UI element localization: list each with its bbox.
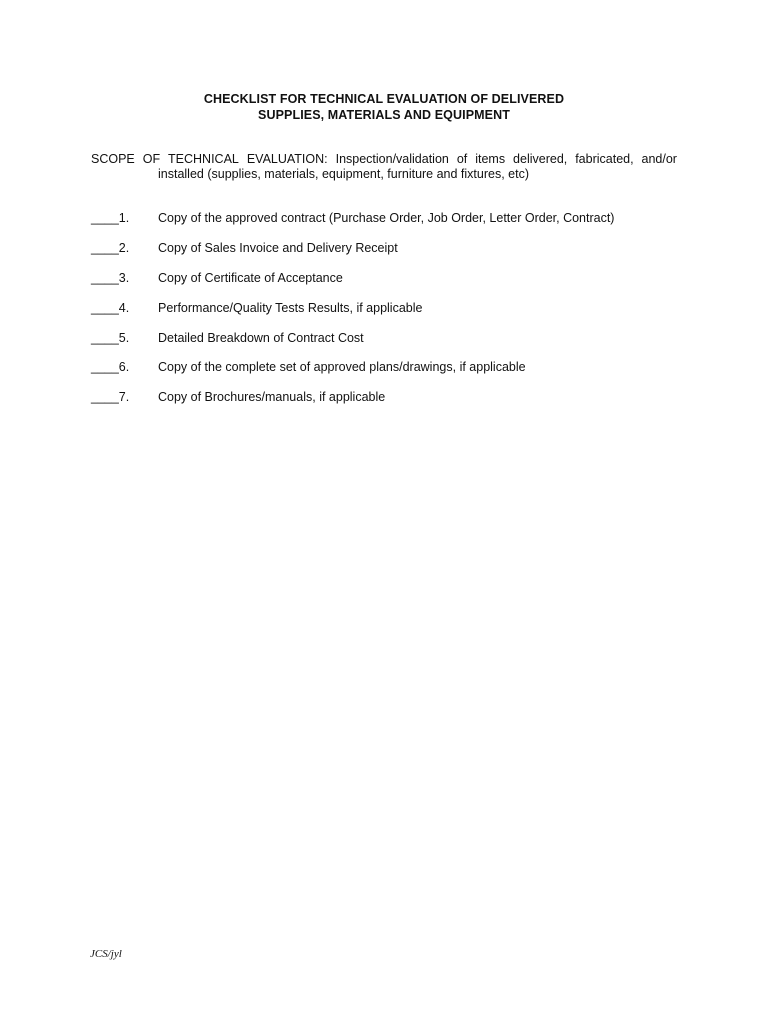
scope-word: items — [475, 152, 506, 166]
scope-word: SCOPE — [91, 152, 135, 166]
scope-line-2: installed (supplies, materials, equipment, furniture and fixtures, etc) — [158, 167, 530, 181]
checklist-text: Copy of Brochures/manuals, if applicable — [158, 390, 386, 405]
scope-word: fabricated, — [575, 152, 634, 166]
checklist-blank: ____7. — [91, 390, 130, 405]
scope-line-1 — [91, 152, 677, 167]
checklist-item — [91, 331, 691, 361]
scope-word: TECHNICAL — [168, 152, 239, 166]
checklist-blank: ____2. — [91, 240, 130, 255]
checklist-text: Copy of Sales Invoice and Delivery Receipt — [158, 240, 398, 255]
document-title-line-2: SUPPLIES, MATERIALS AND EQUIPMENT — [258, 108, 510, 122]
checklist-text: Copy of Certificate of Acceptance — [158, 270, 343, 285]
checklist-blank: ____6. — [91, 360, 130, 375]
checklist-item — [91, 211, 691, 241]
checklist-text: Copy of the approved contract (Purchase Order, Job Order, Letter Order, Contract) — [158, 211, 615, 225]
scope-word: and/or — [641, 152, 677, 166]
checklist — [91, 211, 691, 420]
scope-word: delivered, — [513, 152, 568, 166]
checklist-blank: ____3. — [91, 270, 130, 285]
scope-word: EVALUATION: — [246, 152, 328, 166]
checklist-item — [91, 271, 691, 301]
scope-word: OF — [142, 152, 161, 166]
checklist-text: Performance/Quality Tests Results, if applicable — [158, 300, 423, 315]
checklist-blank: ____4. — [91, 300, 130, 315]
footer-initials: JCS/jyl — [90, 948, 122, 960]
checklist-text: Detailed Breakdown of Contract Cost — [158, 330, 364, 345]
checklist-item — [91, 390, 691, 420]
checklist-blank: ____5. — [91, 330, 130, 345]
checklist-blank: ____1. — [91, 211, 130, 225]
checklist-item — [91, 301, 691, 331]
checklist-item — [91, 241, 691, 271]
scope-section — [91, 152, 677, 182]
document-title-line-1: CHECKLIST FOR TECHNICAL EVALUATION OF DELIVERED — [203, 92, 565, 106]
checklist-item — [91, 360, 691, 390]
checklist-text: Copy of the complete set of approved plans/drawings, if applicable — [158, 360, 526, 375]
scope-word: Inspection/validation — [335, 152, 449, 166]
scope-word: of — [456, 152, 468, 166]
